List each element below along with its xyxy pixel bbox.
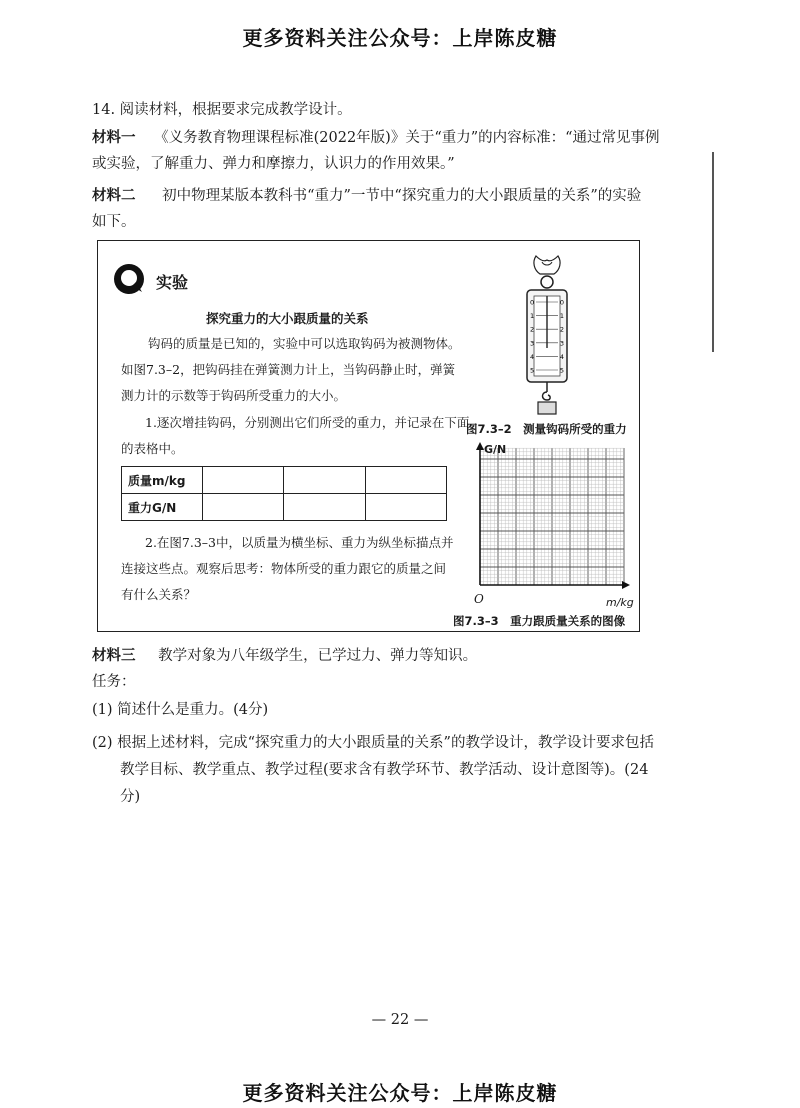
scale-mark-label: 3: [530, 339, 535, 348]
spring-scale-illustration: [512, 252, 582, 417]
para1-line1: 钩码的质量是已知的，实验中可以选取钩码为被测物体。: [148, 336, 461, 351]
material3-label: 材料三: [92, 648, 136, 664]
table-cell: [365, 467, 446, 494]
task2-line2: 教学目标、教学重点、教学过程(要求含有教学环节、教学活动、设计意图等)。(24: [120, 762, 649, 778]
graph-origin: O: [474, 592, 484, 606]
material2-line1: [92, 186, 641, 206]
figure-7-3-3-caption: 图7.3–3 重力跟质量关系的图像: [453, 614, 626, 628]
scale-mark-label: 0: [559, 298, 564, 307]
y-axis-label: G/N: [484, 443, 507, 456]
material2-text1: 初中物理某版本教科书“重力”一节中“探究重力的大小跟质量的关系”的实验: [162, 188, 642, 204]
table-row: [122, 494, 447, 521]
table-cell: [284, 494, 365, 521]
para3-line2: 连接这些点。观察后思考：物体所受的重力跟它的质量之间: [121, 561, 447, 576]
material1-line2: 或实验，了解重力、弹力和摩擦力，认识力的作用效果。”: [92, 156, 455, 172]
para1-line3: 测力计的示数等于钩码所受重力的大小。: [121, 388, 347, 403]
para3-line1: 2.在图7.3–3中，以质量为横坐标、重力为纵坐标描点并: [145, 535, 454, 550]
table-cell: [203, 467, 284, 494]
material3-line: [92, 646, 477, 666]
scale-mark-label: 2: [530, 325, 535, 334]
experiment-heading: 实验: [156, 273, 189, 292]
y-axis-arrow-icon: [476, 442, 484, 450]
table-row: [122, 467, 447, 494]
x-axis-arrow-icon: [622, 581, 630, 589]
scale-mark-label: 1: [559, 312, 564, 321]
table-header-mass: 质量m/kg: [122, 467, 203, 494]
table-cell: [365, 494, 446, 521]
watermark-header: 更多资料关注公众号：上岸陈皮糖: [242, 26, 558, 50]
page-number: — 22 —: [371, 1012, 429, 1028]
scale-mark-label: 5: [559, 366, 564, 375]
material1-line1: [92, 128, 660, 148]
material1-label: 材料一: [92, 130, 136, 146]
watermark-footer: 更多资料关注公众号：上岸陈皮糖: [242, 1081, 558, 1105]
table-header-weight: 重力G/N: [122, 494, 203, 521]
para1-line2: 如图7.3–2，把钩码挂在弹簧测力计上，当钩码静止时，弹簧: [121, 362, 456, 377]
task1: (1) 简述什么是重力。(4分): [92, 702, 269, 718]
para2-line1: 1.逐次增挂钩码，分别测出它们所受的重力，并记录在下面: [145, 415, 470, 430]
x-axis-label: m/kg: [606, 596, 634, 609]
experiment-subtitle: 探究重力的大小跟质量的关系: [206, 311, 369, 326]
task2-line3: 分): [120, 789, 141, 805]
record-table: [121, 466, 447, 521]
task2-line1: (2) 根据上述材料，完成“探究重力的大小跟质量的关系”的教学设计，教学设计要求包括: [92, 735, 654, 751]
material2-line2: 如下。: [92, 214, 136, 230]
material2-label: 材料二: [92, 188, 136, 204]
scale-mark-label: 4: [559, 352, 564, 361]
task-label: 任务：: [92, 674, 136, 690]
scale-mark-label: 3: [559, 339, 564, 348]
table-cell: [203, 494, 284, 521]
material1-text1: 《义务教育物理课程标准(2022年版)》关于“重力”的内容标准：“通过常见事例: [154, 130, 660, 146]
scale-mark-label: 0: [530, 298, 535, 307]
material3-text: 教学对象为八年级学生，已学过力、弹力等知识。: [158, 648, 478, 664]
experiment-icon: [112, 262, 146, 296]
para2-line2: 的表格中。: [121, 441, 184, 456]
table-cell: [284, 467, 365, 494]
graph-paper-figure: [462, 440, 634, 608]
figure-7-3-2-caption: 图7.3–2 测量钩码所受的重力: [466, 422, 627, 436]
scale-mark-label: 2: [559, 325, 564, 334]
margin-line: [712, 152, 714, 352]
question-intro: 14. 阅读材料，根据要求完成教学设计。: [92, 102, 352, 118]
scale-mark-label: 1: [530, 312, 535, 321]
scale-mark-label: 5: [530, 366, 535, 375]
scale-mark-label: 4: [530, 352, 535, 361]
para3-line3: 有什么关系？: [121, 587, 197, 602]
